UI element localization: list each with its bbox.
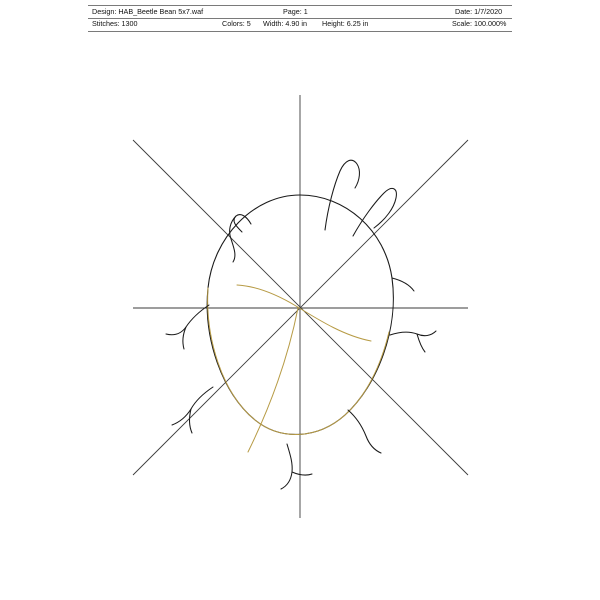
leg-middle-left bbox=[166, 305, 209, 335]
stitch-count-text: Stitches: 1300 bbox=[92, 19, 138, 28]
leg-lower-left bbox=[172, 387, 213, 425]
height-text: Height: 6.25 in bbox=[322, 19, 369, 28]
leg-bottom-center bbox=[281, 444, 292, 489]
beetle-legs-group bbox=[166, 215, 436, 489]
leg-bottom-center-tip bbox=[292, 472, 312, 475]
leg-middle-right bbox=[390, 331, 436, 336]
design-drawing bbox=[0, 40, 600, 580]
leg-lower-right bbox=[348, 410, 381, 453]
header-row-secondary bbox=[0, 18, 600, 30]
design-canvas bbox=[0, 40, 600, 580]
scale-text: Scale: 100.000% bbox=[452, 19, 507, 28]
leg-lower-left-tip bbox=[190, 409, 192, 433]
antenna-right bbox=[353, 188, 396, 236]
date-text: Date: 1/7/2020 bbox=[455, 7, 503, 16]
page-number-text: Page: 1 bbox=[283, 7, 308, 16]
design-name-text: Design: HAB_Beetle Bean 5x7.waf bbox=[92, 7, 204, 16]
design-info-header bbox=[0, 0, 600, 30]
beetle-antennae-group bbox=[325, 160, 396, 236]
color-count-text: Colors: 5 bbox=[222, 19, 251, 28]
header-row-primary bbox=[0, 6, 600, 18]
leg-upper-left-tip bbox=[234, 215, 251, 232]
registration-crosshair-group bbox=[133, 95, 468, 518]
gold-wing-divider-upper bbox=[237, 285, 371, 341]
width-text: Width: 4.90 in bbox=[263, 19, 307, 28]
antenna-left bbox=[325, 160, 359, 230]
leg-middle-right-tip bbox=[417, 334, 425, 352]
header-rule-bottom bbox=[88, 31, 512, 32]
leg-upper-right-tip bbox=[392, 278, 414, 291]
